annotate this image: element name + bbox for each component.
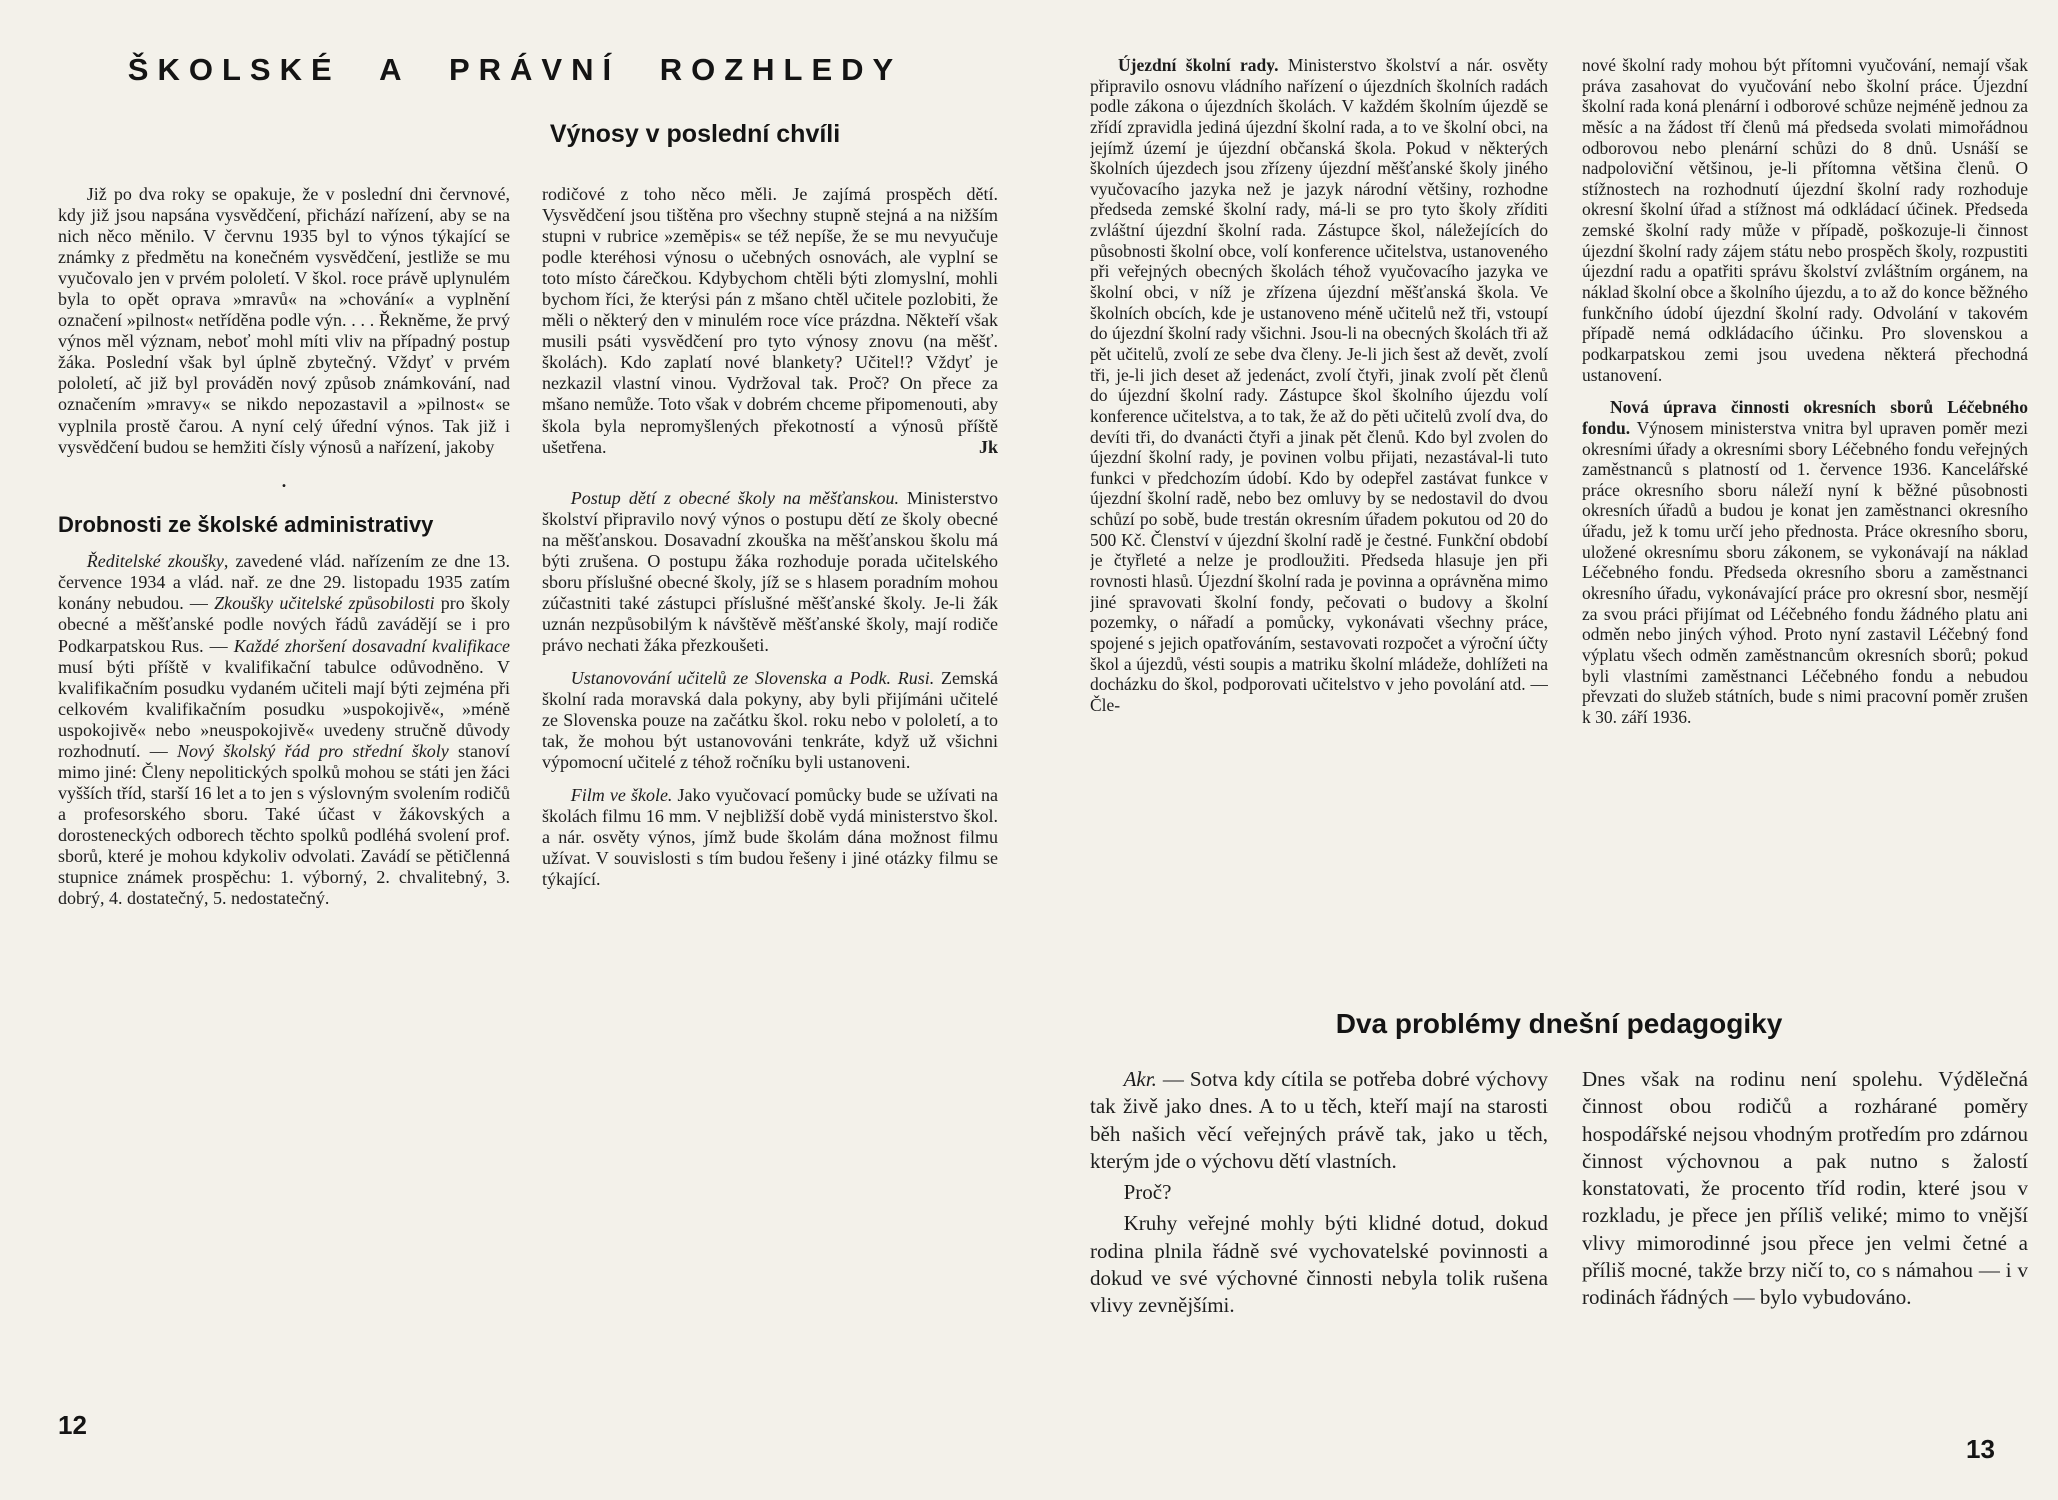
item-lead: Film ve škole. (570, 785, 673, 806)
news-item-ujezdni-skolni-rady (1090, 55, 1548, 716)
column-3 (1090, 55, 1548, 716)
news-item-lecebny-fond (1582, 397, 2028, 727)
pedagogy-column-left (1090, 1066, 1548, 1324)
paragraph-text: rodičové z toho něco měli. Je zajímá prospěch dětí. Vysvědčení jsou tištěna pro všechny stupně stejná a na nižším stupni v rubrice »zeměpis« se též nepíše, že se mu nevyučuje podle kteréhosi výnosu o učebných osnovách, ale vyplní se toto místo čárečkou. Kdybychom chtěli býti zlomyslní, mohli bychom říci, že kterýsi pán z mšano chtěl učitele pozlobiti, že měli o některý den v minulém roce více prázdna. Někteří však musili psáti vysvědčení pro tyto výnosy znovu (na měšť. školách). Kdo zaplatí nové blankety? Učitel!? Vždyť je nezkazil vlastní vinou. Vydržoval tak. Proč? On přece za mšano nemůže. Toto však v dobrém chceme připomenouti, aby škola byla nepromyšlených překotností a výnosů příště ušetřena. (542, 184, 998, 457)
page-number-left: 12 (58, 1410, 87, 1440)
item-text: Ministerstvo školství a nár. osvěty připravilo osnovu vládního nařízení o újezdních školních radách podle zákona o újezdních školách. V každém školním újezdě se zřídí zpravidla jediná újezdní školní rada, a to ve školní obci, na jejímž území je újezdní občanská škola. Pokud v některých školních újezdech jsou zřízeny újezdní měšťanské školy jiného vyučovacího jazyka než je jazyk národní většiny, rozhodne předseda zemské školní rady, má-li se pro tyto školy zříditi zvláštní újezdní školní rada. Zástupce škol, náležejících do působnosti školní obce, volí konference učitelstva, ustanoveného při veřejných obecných školách téhož vyučovacího jazyka ve školní obci, v níž je zřízena újezdní měšťanská škola. Ve školních obcích, kde je ustanoveno méně učitelů než tři, vstoupí do újezdní školní rady všichni. Jsou-li na obecných školách tři až pět učitelů, zvolí ze sebe dva členy. Je-li jich šest až devět, zvolí tři, je-li jich deset až jedenáct, zvolí čtyři, jinak zvolí pět členů do újezdní školní rady. Zástupce škol školního újezdu volí konference učitelstva, a to tak, že až do pěti učitelů zvolí dva, do devíti tři, do dvanácti čtyři a jinak pět členů. Kdo byl zvolen do újezdní školní rady, je povinen volbu přijati, nezastával-li tuto funkci v předchozím údobí. Kdo by odepřel zastávat funkce v újezdní školní radě, nebo bez omluvy by se nedostavil do dvou schůzí po sobě, bude trestán okresním úřadem pokutou od 20 do 500 Kč. Členství v újezdní školní radě je čestné. Funkční období je čtyřleté a nelze je prodloužiti. Předseda hlasuje jen při rovnosti hlasů. Újezdní školní rada je povinna a oprávněna mimo jiné spravovati školní fondy, pečovati o budovy a školní pozemky, o nářadí a pomůcky, vykonávati všechny práce, spojené s jejich opatřováním, sestavovati rozpočet a výroční účty škol a újezdů, vésti soupis a matriku školní mládeže, dohlížeti na docházku do škol, podporovati učitelstvo v jeho povolání atd. — Čle- (1090, 55, 1548, 715)
news-item-film-ve-skole (542, 785, 998, 890)
article-title-vynosy: Výnosy v poslední chvíli (549, 120, 841, 148)
section-heading-drobnosti: Drobnosti ze školské administrativy (58, 511, 434, 537)
column-1 (58, 184, 510, 909)
column-2 (542, 184, 998, 890)
paragraph-kruhy: Kruhy veřejné mohly býti klidné dotud, dokud rodina plnila řádně své vychovatelské povinnosti a dokud ve své výchovné činnosti nebyla tolik rušena vlivy zevnějšími. (1090, 1211, 1548, 1318)
paragraph-akr: Akr. — Sotva kdy cítila se potřeba dobré výchovy tak živě jako dnes. A to u těch, kteří mají na starosti běh našich věcí veřejných právě tak, jako u těch, kterým jde o výchovu dětí vlastních. (1090, 1067, 1548, 1173)
item-lead: Nová úprava činnosti okresních sborů Léčebného fondu. (1582, 397, 2028, 438)
section-divider-dot: . (281, 470, 287, 491)
pedagogy-column-right (1582, 1066, 2028, 1316)
item-lead: Postup dětí z obecné školy na měšťanskou. (570, 487, 899, 508)
item-lead: Újezdní školní rady. (1118, 55, 1279, 75)
journal-title: ŠKOLSKÉ A PRÁVNÍ ROZHLEDY (127, 52, 903, 87)
paragraph-vynosy-continuation (542, 184, 998, 458)
item-lead: Ustanovování učitelů ze Slovenska a Podk. Rusi. (570, 667, 935, 688)
paragraph-vynosy: Již po dva roky se opakuje, že v poslední dni červnové, kdy již jsou napsána vysvědčení, přichází nařízení, aby se na nich něco měnilo. V červnu 1935 byl to výnos týkající se známky z předmětu na konečném vysvědčení, jestliže se mu vyučovalo jen v prvém pololetí. V škol. roce právě uplynulém byla to opět oprava »mravů« na »chování« a vyplnění označení »pilnost« netříděna podle výn. . . . Řekněme, že prvý výnos měl význam, neboť mohl míti vliv na případný postup žáka. Poslední však byl úplně zbytečný. Vždyť v prvém pololetí, ač již byl prováděn nový způsob známkování, nad označením »mravy« se nikdo nepozastavil a »pilnost« se vyplnila prostě čarou. A nyní celý úřední výnos. Tak již i vysvědčení budou se hemžiti čísly výnosů a nařízení, jakoby (58, 184, 510, 457)
paragraph-proc: Proč? (1123, 1180, 1172, 1205)
author-initials: Jk (978, 436, 998, 457)
paragraph-drobnosti: Ředitelské zkoušky, zavedené vlád. nařízením ze dne 13. července 1934 a vlád. nař. ze dne 29. listopadu 1935 zatím konány nebudou. — Zkoušky učitelské způsobilosti pro školy obecné a měšťanské podle nových řádů zavádějí se i pro Podkarpatskou Rus. — Každé zhoršení dosavadní kvalifikace musí býti příště v kvalifikační tabulce odůvodněno. V kvalifikačním posudku vydaném učiteli mají býti zejména při celkovém kvalifikačním posudku »uspokojivě«, »méně uspokojivě« nebo »neuspokojivě« uvedeny stručně důvody rozhodnutí. — Nový školský řád pro střední školy stanoví mimo jiné: Členy nepolitických spolků mohou se státi jen žáci vyšších tříd, starší 16 let a to jen s výslovným svolením rodičů a profesorského sboru. Také účast v žákovských a dorosteneckých odborech těchto spolků podléhá svolení prof. sborů, které je mohou kdykoliv odvolati. Zavádí se pětičlenná stupnice známek prospěchu: 1. výborný, 2. chvalitebný, 3. dobrý, 4. dostatečný, 5. nedostatečný. (58, 551, 511, 909)
item-text: Jako vyučovací pomůcky bude se užívati na školách filmu 16 mm. V nejbližší době vydá ministerstvo škol. a nár. osvěty výnos, jímž bude školám dána možnost filmu užívat. V souvislosti s tím budou řešeny i jiné otázky filmu se týkající. (542, 785, 998, 890)
paragraph-dnes-vsak: Dnes však na rodinu není spolehu. Výdělečná činnost obou rodičů a rozhárané poměry hospodářské nejsou vhodným protředím pro zdárnou činnost výchovnou a pak nutno s žalostí konstatovati, že procento tříd rodin, které jsou v rozkladu, je přece jen příliš veliké; mimo to vnější vlivy mimorodinné jsou přece jen velmi četné a příliš mocné, takže brzy ničí to, co s námahou — i v rodinách řádných — bylo vybudováno. (1582, 1067, 2028, 1310)
page-number-right: 13 (1966, 1434, 1995, 1464)
item-text: Zemská školní rada moravská dala pokyny, aby byli přijímáni učitelé ze Slovenska pouze na začátku škol. roku nebo v pololetí, a to tak, že mohou být ustanovováni tenkráte, když už všichni výpomocní učitelé z téhož ročníku byli ustanoveni. (542, 667, 999, 773)
column-4 (1582, 55, 2028, 728)
news-item-postup-deti (542, 488, 998, 656)
item-text: Výnosem ministerstva vnitra byl upraven poměr mezi okresními úřady a okresními sbory Léčebného fondu veřejných zaměstnanců s platností od 1. července 1936. Kancelářské práce okresního sboru náleží nyní k běžné působnosti okresních úřadů a budou je konat jen zaměstnanci okresního úřadu, jež k tomu určí jeho přednosta. Práce okresního sboru, uložené okresnímu sboru zákonem, se vykonávají na náklad Léčebného fondu. Předseda okresního sboru a zaměstnanci okresního úřadu, vykonávající práce pro okresní sbor, nesmějí za svou práci přijímat od Léčebného fondu žádného platu ani odměn nebo jiných výhod. Proto nyní zastavil Léčebný fond výplatu všech odměn zaměstnancům okresních sborů; pokud byli vlastními zaměstnanci Léčebného fondu a nebudou převzati do služeb státních, bude s nimi pracovní poměr zrušen k 30. září 1936. (1582, 417, 2028, 727)
article-title-pedagogika: Dva problémy dnešní pedagogiky (1335, 1008, 1783, 1039)
item-text: Ministerstvo školství připravilo nový výnos o postupu dětí ze školy obecné na měšťanskou. Dosavadní zkouška na měšťanskou školu má býti zrušena. O postupu žáka rozhoduje porada učitelského sboru příslušné obecné školy, jíž se s hlasem poradním mohou zúčastniti také zástupci příslušné měšťanské školy. Je-li žák uznán nezpůsobilým k návštěvě měšťanské školy, mají rodiče právo nechati žáka přezkoušeti. (542, 487, 998, 655)
paragraph-ujezdni-continuation: nové školní rady mohou být přítomni vyučování, nemají však práva zasahovat do vyučování nebo školní práce. Újezdní školní rada koná plenární i odborové schůze nejméně jednou za měsíc a na žádost tří členů má předseda svolati mimořádnou odborovou nebo plenární schůzi do 8 dnů. Usnáší se nadpoloviční většinou, je-li přítomna většina členů. O stížnostech na rozhodnutí újezdní školní rady rozhoduje okresní školní úřad a stížnost má odkládací účinek. Předseda zemské školní rady může v případě, poškozuje-li činnost újezdní školní rady zájem státu nebo prospěch školy, rozpustiti újezdní radu a opatřiti správu školství zvláštním orgánem, na náklad školní obce a školního újezdu, a to až do konce běžného funkčního údobí újezdní školní rady. Odvolání v takovém případě nemá odkládacího účinku. Pro slovenskou a podkarpatskou zemi jsou uvedena některá přechodná ustanovení. (1582, 55, 2028, 385)
news-item-ustanovovani-ucitelu (542, 668, 998, 773)
